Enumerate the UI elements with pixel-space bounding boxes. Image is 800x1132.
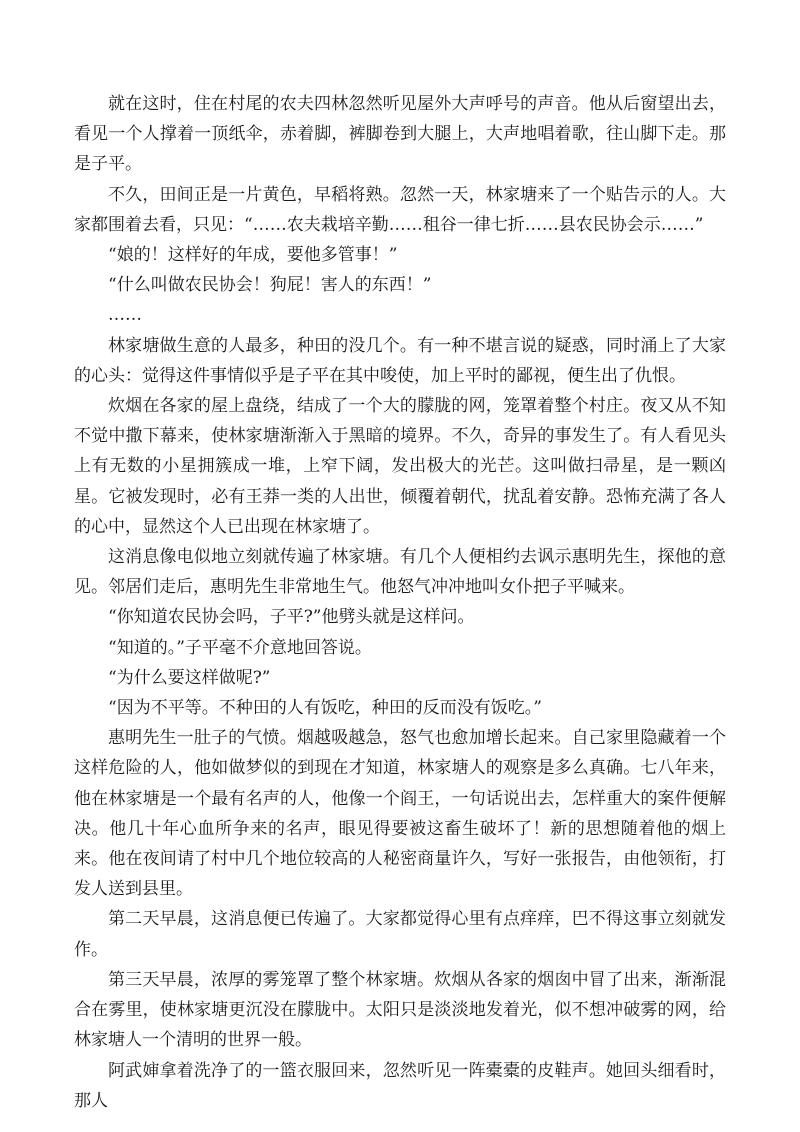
ellipsis-line: …… bbox=[108, 305, 142, 326]
paragraph: 就在这时，住在村尾的农夫四林忽然听见屋外大声呼号的声音。他从后窗望出去，看见一个人撑着一顶纸伞，赤着脚，裤脚卷到大腿上，大声地唱着歌，往山脚下走。那是子平。 bbox=[74, 94, 726, 175]
dialogue-line: “知道的。”子平毫不介意地回答说。 bbox=[108, 637, 372, 658]
paragraph: 阿武婶拿着洗净了的一篮衣服回来，忽然听见一阵橐橐的皮鞋声。她回头细看时，那人 bbox=[74, 1060, 726, 1111]
dialogue-line: “娘的！这样好的年成，要他多管事！” bbox=[108, 245, 398, 266]
dialogue-line: “为什么要这样做呢?” bbox=[108, 667, 271, 688]
paragraph: 林家塘做生意的人最多，种田的没几个。有一种不堪言说的疑惑，同时涌上了大家的心头：觉得这件事情似乎是子平在其中唆使，加上平时的鄙视，便生出了仇恨。 bbox=[74, 335, 726, 386]
dialogue-line: “你知道农民协会吗，子平?”他劈头就是这样问。 bbox=[108, 607, 475, 628]
paragraph: 惠明先生一肚子的气愤。烟越吸越急，怒气也愈加增长起来。自己家里隐藏着一个这样危险的人，他如做梦似的到现在才知道，林家塘人的观察是多么真确。七八年来，他在林家塘是一个最有名声的人，他像一个阎王，一句话说出去，怎样重大的案件便解决。他几十年心血所争来的名声，眼见得要被这畜生破坏了！新的思想随着他的烟上来。他在夜间请了村中几个地位较高的人秘密商量许久，写好一张报告，由他领衔，打发人送到县里。 bbox=[74, 728, 726, 900]
paragraph: 炊烟在各家的屋上盘绕，结成了一个大的朦胧的网，笼罩着整个村庄。夜又从不知不觉中撒下幕来，使林家塘渐渐入于黑暗的境界。不久，奇异的事发生了。有人看见头上有无数的小星拥簇成一堆，上窄下阔，发出极大的光芒。这叫做扫帚星，是一颗凶星。它被发现时，必有王莽一类的人出世，倾覆着朝代，扰乱着安静。恐怖充满了各人的心中，显然这个人已出现在林家塘了。 bbox=[74, 396, 726, 537]
paragraph: 不久，田间正是一片黄色，早稻将熟。忽然一天，林家塘来了一个贴告示的人。大家都围着去看，只见：“……农夫栽培辛勤……租谷一律七折……县农民协会示……” bbox=[74, 184, 726, 235]
paragraph: 第二天早晨，这消息便已传遍了。大家都觉得心里有点痒痒，巴不得这事立刻就发作。 bbox=[74, 909, 726, 960]
document-page bbox=[74, 89, 726, 1116]
paragraph: 第三天早晨，浓厚的雾笼罩了整个林家塘。炊烟从各家的烟囱中冒了出来，渐渐混合在雾里，使林家塘更沉没在朦胧中。太阳只是淡淡地发着光，似不想冲破雾的网，给林家塘人一个清明的世界一般。 bbox=[74, 969, 726, 1051]
dialogue-line: “什么叫做农民协会！狗屁！害人的东西！” bbox=[108, 275, 432, 296]
paragraph: 这消息像电似地立刻就传遍了林家塘。有几个人便相约去讽示惠明先生，探他的意见。邻居们走后，惠明先生非常地生气。他怒气冲冲地叫女仆把子平喊来。 bbox=[74, 547, 726, 598]
dialogue-line: “因为不平等。不种田的人有饭吃，种田的反而没有饭吃。” bbox=[108, 698, 542, 719]
